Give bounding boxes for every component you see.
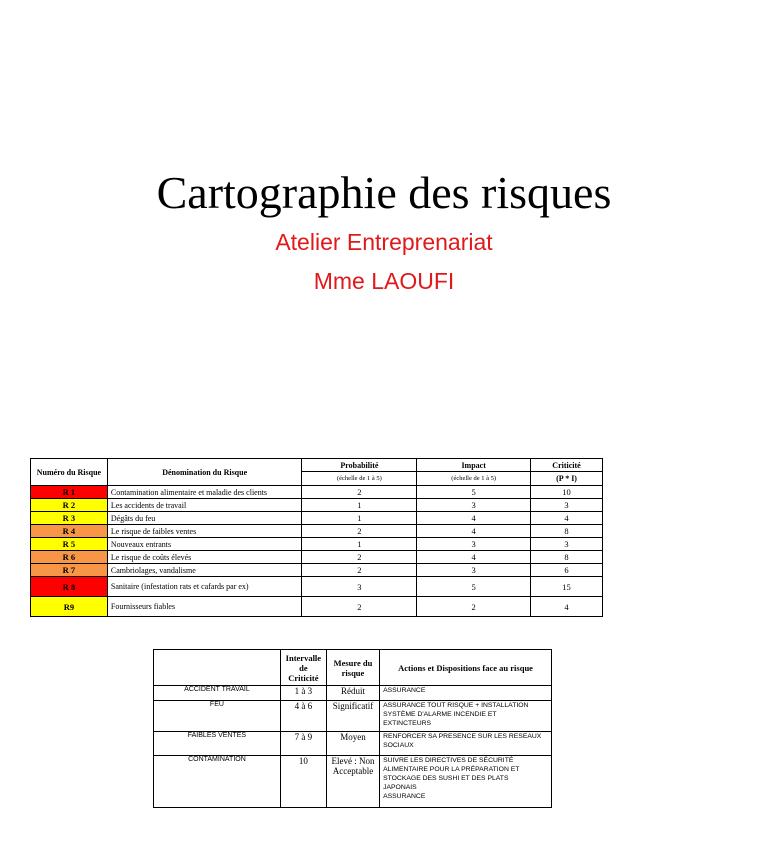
action-label: ACCIDENT TRAVAIL [154, 686, 281, 701]
page-title: Cartographie des risques [156, 167, 612, 218]
risk-probability: 1 [302, 499, 417, 512]
risk-row [31, 564, 603, 577]
risk-number: R 5 [31, 538, 108, 551]
action-row [154, 732, 552, 756]
risk-number: R9 [31, 597, 108, 617]
header-prob-scale: (échelle de 1 à 5) [302, 472, 417, 486]
risk-name: Sanitaire (infestation rats et cafards par ex) [107, 577, 302, 597]
action-row [154, 701, 552, 732]
risk-name: Les accidents de travail [107, 499, 302, 512]
action-line: ASSURANCE [383, 793, 426, 800]
risk-impact: 5 [417, 486, 531, 499]
risk-name: Nouveaux entrants [107, 538, 302, 551]
risk-criticity: 8 [531, 551, 603, 564]
risk-probability: 3 [302, 577, 417, 597]
action-measure: Elevé : Non Acceptable [326, 756, 379, 808]
action-dispositions [380, 701, 552, 732]
header-crit-formula: (P * I) [531, 472, 603, 486]
action-measure: Réduit [326, 686, 379, 701]
action-interval: 1 à 3 [280, 686, 326, 701]
header-empty [154, 650, 281, 686]
risk-number: R 4 [31, 525, 108, 538]
risk-table [30, 458, 603, 617]
action-line: ALIMENTAIRE POUR LA PRÉPARATION ET [383, 766, 520, 773]
action-line: SYSTÈME D'ALARME INCENDIE ET [383, 711, 497, 718]
action-dispositions [380, 686, 552, 701]
risk-row [31, 499, 603, 512]
risk-name: Dégâts du feu [107, 512, 302, 525]
action-table [153, 649, 552, 808]
risk-row [31, 538, 603, 551]
action-dispositions [380, 756, 552, 808]
risk-criticity: 10 [531, 486, 603, 499]
risk-number: R 2 [31, 499, 108, 512]
action-line: JAPONAIS [383, 784, 417, 791]
risk-criticity: 4 [531, 597, 603, 617]
risk-criticity: 15 [531, 577, 603, 597]
action-label: CONTAMINATION [154, 756, 281, 808]
action-interval: 10 [280, 756, 326, 808]
risk-name: Fournisseurs fiables [107, 597, 302, 617]
action-line: RENFORCER SA PRESENCE SUR LES RESEAUX [383, 733, 542, 740]
risk-name: Le risque de faibles ventes [107, 525, 302, 538]
risk-probability: 2 [302, 597, 417, 617]
risk-name: Contamination alimentaire et maladie des clients [107, 486, 302, 499]
risk-name: Cambriolages, vandalisme [107, 564, 302, 577]
action-interval: 7 à 9 [280, 732, 326, 756]
risk-impact: 3 [417, 499, 531, 512]
risk-row [31, 597, 603, 617]
risk-criticity: 6 [531, 564, 603, 577]
risk-row [31, 486, 603, 499]
header-interval: Intervalle de Criticité [280, 650, 326, 686]
subtitle-workshop: Atelier Entreprenariat [275, 229, 493, 255]
risk-probability: 2 [302, 551, 417, 564]
action-line: SOCIAUX [383, 742, 414, 749]
risk-impact: 3 [417, 564, 531, 577]
action-label: FEU [154, 701, 281, 732]
risk-row [31, 551, 603, 564]
risk-probability: 1 [302, 538, 417, 551]
action-line: ASSURANCE [383, 687, 426, 694]
risk-criticity: 4 [531, 512, 603, 525]
risk-impact: 4 [417, 551, 531, 564]
risk-impact: 2 [417, 597, 531, 617]
risk-impact: 5 [417, 577, 531, 597]
risk-probability: 1 [302, 512, 417, 525]
risk-row [31, 512, 603, 525]
action-row [154, 756, 552, 808]
risk-number: R 8 [31, 577, 108, 597]
header-measure: Mesure du risque [326, 650, 379, 686]
action-dispositions [380, 732, 552, 756]
action-line: ASSURANCE TOUT RISQUE + INSTALLATION [383, 702, 529, 709]
header-name: Dénomination du Risque [107, 459, 302, 486]
risk-number: R 1 [31, 486, 108, 499]
action-line: SUIVRE LES DIRECTIVES DE SÉCURITÉ [383, 757, 514, 764]
risk-probability: 2 [302, 564, 417, 577]
action-measure: Moyen [326, 732, 379, 756]
risk-impact: 3 [417, 538, 531, 551]
header-impact-scale: (échelle de 1 à 5) [417, 472, 531, 486]
header-prob: Probabilité [302, 459, 417, 472]
header-num: Numéro du Risque [31, 459, 108, 486]
header-crit: Criticité [531, 459, 603, 472]
action-label: FAIBLES VENTES [154, 732, 281, 756]
risk-row [31, 525, 603, 538]
risk-probability: 2 [302, 486, 417, 499]
risk-impact: 4 [417, 525, 531, 538]
action-row [154, 686, 552, 701]
action-line: STOCKAGE DES SUSHI ET DES PLATS [383, 775, 509, 782]
action-interval: 4 à 6 [280, 701, 326, 732]
risk-criticity: 8 [531, 525, 603, 538]
risk-criticity: 3 [531, 538, 603, 551]
risk-row [31, 577, 603, 597]
action-measure: Significatif [326, 701, 379, 732]
header-impact: Impact [417, 459, 531, 472]
risk-criticity: 3 [531, 499, 603, 512]
header-actions: Actions et Dispositions face au risque [380, 650, 552, 686]
risk-name: Le risque de coûts élevés [107, 551, 302, 564]
risk-number: R 6 [31, 551, 108, 564]
risk-number: R 7 [31, 564, 108, 577]
risk-number: R 3 [31, 512, 108, 525]
risk-probability: 2 [302, 525, 417, 538]
action-line: EXTINCTEURS [383, 720, 432, 727]
risk-impact: 4 [417, 512, 531, 525]
subtitle-author: Mme LAOUFI [313, 268, 455, 294]
